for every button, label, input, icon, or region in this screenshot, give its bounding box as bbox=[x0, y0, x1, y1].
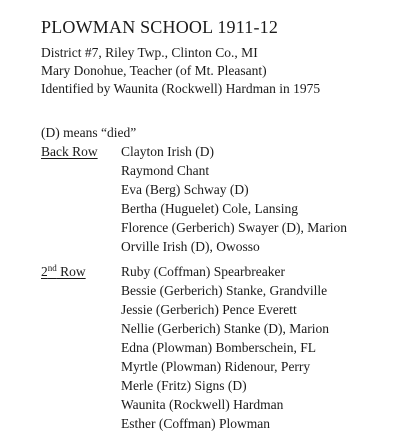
list-item: Nellie (Gerberich) Stanke (D), Marion bbox=[121, 321, 330, 336]
list-item: Waunita (Rockwell) Hardman bbox=[121, 397, 284, 412]
second-row-names bbox=[121, 262, 329, 433]
teacher-line: Mary Donohue, Teacher (of Mt. Pleasant) bbox=[41, 63, 267, 78]
back-row-names bbox=[121, 142, 347, 256]
list-item: Esther (Coffman) Plowman bbox=[121, 416, 270, 431]
second-row-label-text: Row bbox=[56, 264, 86, 279]
list-item: Merle (Fritz) Signs (D) bbox=[121, 378, 247, 393]
died-legend: (D) means “died” bbox=[41, 125, 137, 140]
page-title: PLOWMAN SCHOOL 1911-12 bbox=[41, 17, 279, 37]
list-item: Bertha (Huguelet) Cole, Lansing bbox=[121, 201, 298, 216]
second-row-label-suffix: nd bbox=[47, 263, 57, 273]
list-item: Eva (Berg) Schway (D) bbox=[121, 182, 249, 197]
list-item: Ruby (Coffman) Spearbreaker bbox=[121, 264, 285, 279]
list-item: Orville Irish (D), Owosso bbox=[121, 239, 260, 254]
list-item: Florence (Gerberich) Swayer (D), Marion bbox=[121, 220, 348, 235]
district-line: District #7, Riley Twp., Clinton Co., MI bbox=[41, 45, 258, 60]
list-item: Edna (Plowman) Bomberschein, FL bbox=[121, 340, 316, 355]
list-item: Bessie (Gerberich) Stanke, Grandville bbox=[121, 283, 328, 298]
list-item: Clayton Irish (D) bbox=[121, 144, 214, 159]
second-row-label bbox=[41, 263, 86, 280]
back-row-label: Back Row bbox=[41, 144, 98, 159]
second-row-label-number: 2 bbox=[41, 264, 48, 279]
list-item: Myrtle (Plowman) Ridenour, Perry bbox=[121, 359, 311, 374]
identified-by-line: Identified by Waunita (Rockwell) Hardman in 1975 bbox=[41, 81, 321, 96]
list-item: Raymond Chant bbox=[121, 163, 210, 178]
list-item: Jessie (Gerberich) Pence Everett bbox=[121, 302, 297, 317]
